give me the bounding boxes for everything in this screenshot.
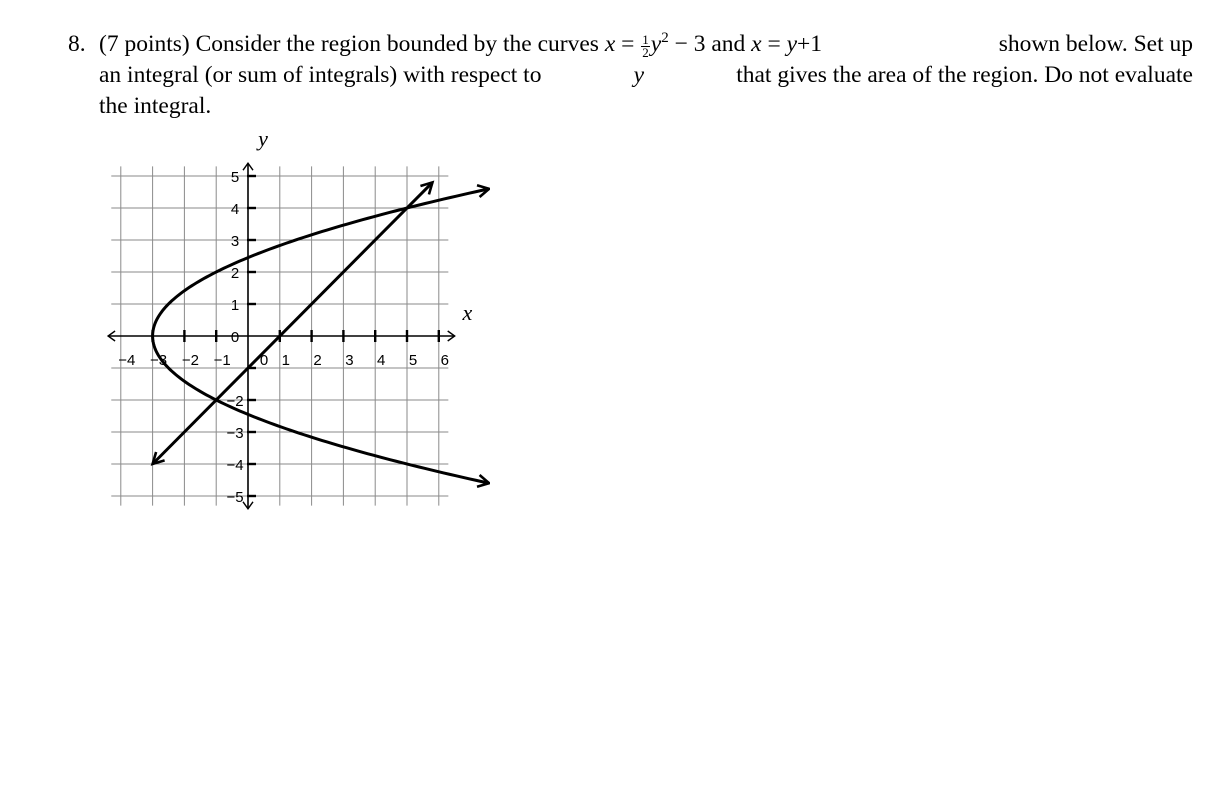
y-tick-label: 3 [230, 233, 240, 250]
y-tick-label: 1 [230, 297, 240, 314]
x-tick-label: 5 [408, 352, 418, 369]
eq1-lhs: x [604, 31, 616, 57]
x-tick-label: 6 [440, 352, 449, 369]
x-tick-label: 1 [281, 352, 290, 369]
y-tick-label: −2 [226, 393, 244, 410]
problem-text-a: Consider the region bounded by the curves [195, 31, 599, 57]
line2-var: y [633, 62, 645, 88]
y-tick-label: −5 [226, 489, 244, 506]
line-curve [153, 182, 433, 464]
problem-statement [68, 29, 1193, 122]
x-tick-label: 3 [345, 352, 354, 369]
conjunction: and [711, 31, 746, 57]
graph-svg [100, 133, 490, 523]
eq1-eq: = [621, 31, 635, 57]
problem-line-1 [68, 29, 1193, 60]
problem-line-3 [68, 91, 1193, 122]
y-tick-label: −4 [226, 457, 244, 474]
line3: the integral. [99, 93, 212, 119]
problem-line-2 [68, 60, 1193, 91]
problem-text-b: shown below. Set up [998, 31, 1193, 57]
x-tick-label: 0 [259, 352, 269, 369]
eq2-rest: +1 [797, 31, 823, 57]
eq2-lhs: x [751, 31, 762, 57]
eq2-eq: = [767, 31, 781, 57]
line2-start: an integral (or sum of integrals) with respect to [99, 62, 542, 88]
x-axis-name: x [462, 300, 473, 325]
eq1-fraction [641, 31, 650, 60]
y-tick-label: 2 [230, 265, 240, 282]
x-tick-label: −3 [150, 352, 168, 369]
y-tick-label: 0 [230, 329, 240, 346]
eq1-exponent: 2 [661, 30, 669, 47]
problem-number: 8. [68, 31, 86, 57]
line2-end: that gives the area of the region. Do not evaluate [736, 62, 1193, 88]
eq1-var: y [650, 31, 662, 57]
y-tick-label: −3 [226, 425, 244, 442]
x-tick-label: 2 [313, 352, 322, 369]
eq1-numerator: 1 [642, 31, 649, 47]
eq1-rest: − 3 [674, 31, 706, 57]
y-tick-label: 5 [230, 169, 240, 186]
problem-points: (7 points) [99, 31, 190, 57]
y-tick-label: 4 [230, 201, 240, 218]
x-tick-label: 4 [377, 352, 386, 369]
x-tick-label: −2 [181, 352, 199, 369]
eq2-var: y [786, 31, 798, 57]
region-graph [100, 133, 490, 523]
y-axis-name: y [258, 133, 268, 152]
x-tick-label: −4 [118, 352, 136, 369]
x-tick-label: −1 [213, 352, 231, 369]
eq1-denominator: 2 [642, 44, 649, 60]
